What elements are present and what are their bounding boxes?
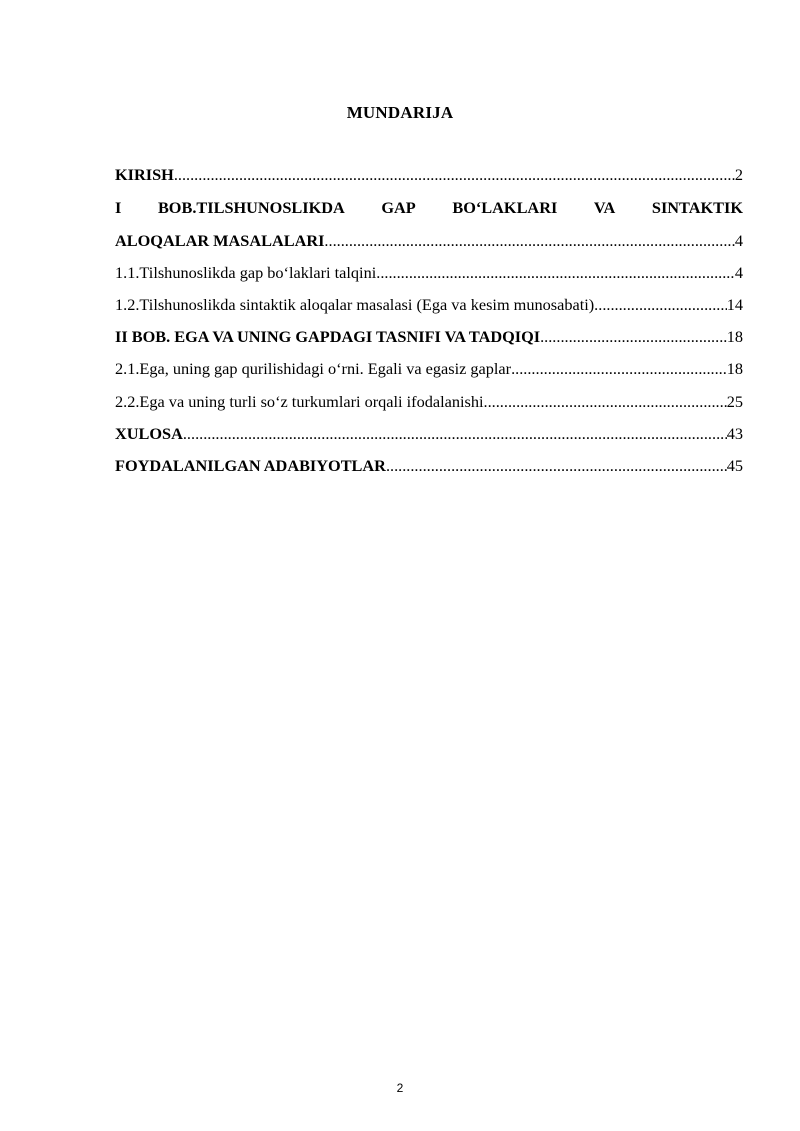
toc-entry-chapter1-line2[interactable] xyxy=(115,229,743,253)
toc-entry-page: 18 xyxy=(726,327,743,346)
page-number: 2 xyxy=(396,1081,404,1095)
dot-leader xyxy=(183,422,727,446)
page-title: MUNDARIJA xyxy=(346,103,454,122)
toc-entry-title: 1.2.Tilshunoslikda sintaktik aloqalar masalasi (Ega va kesim munosabati) xyxy=(115,295,595,314)
toc-entry-title: 2.1.Ega, uning gap qurilishidagi o‘rni. Egali va egasiz gaplar xyxy=(115,359,512,378)
dot-leader xyxy=(594,293,727,317)
toc-entry-section-2-1[interactable] xyxy=(115,357,743,381)
toc-entry-section-1-1[interactable] xyxy=(115,261,743,285)
toc-entry-xulosa[interactable] xyxy=(115,422,743,446)
dot-leader xyxy=(376,261,735,285)
toc-word: GAP xyxy=(381,198,416,217)
toc-entry-page: 43 xyxy=(726,424,743,443)
toc-entry-title: 2.2.Ega va uning turli so‘z turkumlari orqali ifodalanishi xyxy=(115,392,484,411)
dot-leader xyxy=(386,454,727,478)
toc-word: BO‘LAKLARI xyxy=(452,198,558,217)
toc-entry-page: 4 xyxy=(734,231,743,250)
toc-entry-section-1-2[interactable] xyxy=(115,293,743,317)
toc-word: BOB.TILSHUNOSLIKDA xyxy=(157,198,345,217)
toc-entry-kirish[interactable] xyxy=(115,163,743,187)
toc-word: SINTAKTIK xyxy=(651,198,743,217)
toc-entry-page: 18 xyxy=(726,359,743,378)
dot-leader xyxy=(511,357,727,381)
toc-entry-title: II BOB. EGA VA UNING GAPDAGI TASNIFI VA TADQIQI xyxy=(115,327,541,346)
toc-entry-page: 25 xyxy=(726,392,743,411)
dot-leader xyxy=(484,390,727,414)
toc-entry-title: 1.1.Tilshunoslikda gap bo‘laklari talqini xyxy=(115,263,377,282)
toc-word: I xyxy=(115,198,122,217)
dot-leader xyxy=(174,163,735,187)
toc-entry-title: ALOQALAR MASALALARI xyxy=(115,231,325,250)
dot-leader xyxy=(540,325,727,349)
toc-entry-title: XULOSA xyxy=(115,424,183,443)
toc-entry-chapter1-line1[interactable] xyxy=(115,196,743,220)
dot-leader xyxy=(324,229,734,253)
toc-word: VA xyxy=(593,198,616,217)
toc-entry-chapter2[interactable] xyxy=(115,325,743,349)
toc-entry-title: KIRISH xyxy=(115,165,174,184)
toc-entry-page: 14 xyxy=(726,295,743,314)
toc-entry-adabiyotlar[interactable] xyxy=(115,454,743,478)
toc-entry-section-2-2[interactable] xyxy=(115,390,743,414)
toc-entry-page: 45 xyxy=(726,456,743,475)
toc-entry-title: FOYDALANILGAN ADABIYOTLAR xyxy=(115,456,386,475)
toc-entry-page: 4 xyxy=(734,263,743,282)
toc-entry-page: 2 xyxy=(734,165,743,184)
